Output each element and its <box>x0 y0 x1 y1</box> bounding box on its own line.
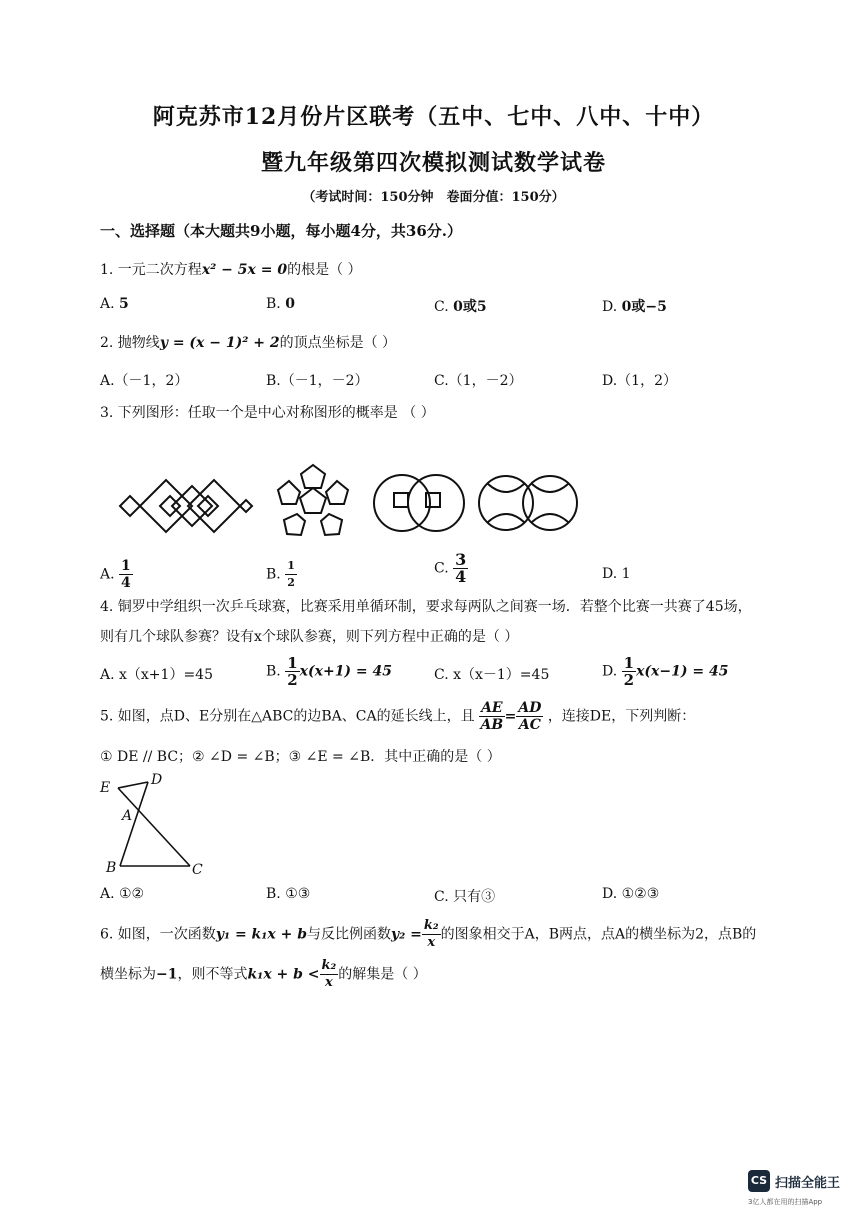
q3-option-a <box>100 558 133 591</box>
q2-option-d: D.（1，2） <box>602 373 677 389</box>
q4-option-d-expression: x(x−1) = 45 <box>636 663 729 680</box>
q3-c-numerator: 3 <box>455 550 467 569</box>
question-4-stem-line1: 4. 铜罗中学组织一次乒乓球赛，比赛采用单循环制，要求每两队之间赛一场．若整个比赛一共赛了45场， <box>100 599 752 615</box>
q5-label-c: C <box>192 862 203 878</box>
q2-prefix: 2. 抛物线 <box>100 335 160 351</box>
q5-f1-numerator: AE <box>481 700 503 716</box>
q5-f1-denominator: AB <box>480 717 504 733</box>
q2-equation: y = (x − 1)² + 2 <box>159 335 280 351</box>
q5-label-a: A <box>122 808 133 824</box>
q6-line2-text-3: 的解集是（ ） <box>338 966 427 983</box>
q1-option-d-value: 0或−5 <box>621 299 667 315</box>
q3-a-numerator: 1 <box>121 558 131 574</box>
q3-c-denominator: 4 <box>455 567 467 586</box>
q6-inverse-lhs: y₂ = <box>391 926 422 943</box>
q5-prefix: 5. 如图，点D、E分别在△ABC的边BA、CA的延长线上，且 <box>100 708 475 725</box>
q4-d-numerator: 1 <box>623 654 635 672</box>
q6-text-2: 与反比例函数 <box>307 926 392 943</box>
q4-option-c: C. x（x－1）=45 <box>434 667 550 683</box>
q4-option-d-fraction <box>622 655 636 688</box>
q6-line2-text-2: ，则不等式 <box>177 966 248 983</box>
q1-option-b-value: 0 <box>285 296 295 312</box>
q4-b-denominator: 2 <box>287 671 298 689</box>
question-1-stem <box>100 259 362 279</box>
q1-prefix: 1. 一元二次方程 <box>100 262 202 278</box>
question-5-stem-line2: ① DE // BC；② ∠D = ∠B；③ ∠E = ∠B．其中正确的是（ ） <box>100 749 501 765</box>
q4-option-b-label: B. <box>266 663 281 680</box>
q1-option-c-label: C. <box>434 299 449 315</box>
section-heading-choice: 一、选择题（本大题共9小题，每小题4分，共36分.） <box>100 222 462 240</box>
q3-option-c-label: C. <box>434 560 449 577</box>
q5-option-d: D. ①②③ <box>602 886 660 902</box>
q4-option-b <box>266 655 392 688</box>
q5-f2-denominator: AC <box>518 717 541 733</box>
q5-equals: = <box>504 708 517 725</box>
q1-option-a <box>100 296 129 312</box>
q5-fraction-ad-ac <box>516 700 543 733</box>
q3-option-d: D. 1 <box>602 566 631 582</box>
exam-title-line2: 暨九年级第四次模拟测试数学试卷 <box>260 150 606 176</box>
q5-label-d: D <box>151 772 163 788</box>
q3-b-numerator: 1 <box>285 558 297 575</box>
q2-suffix: 的顶点坐标是（ ） <box>279 335 397 351</box>
q6-line2-text-1: 横坐标为 <box>100 966 156 983</box>
q2-option-a: A.（－1，2） <box>100 373 189 389</box>
q6-inverse-denominator: x <box>427 935 436 950</box>
q5-option-a: A. ①② <box>100 886 145 902</box>
q6-inequality-numerator: k₂ <box>321 958 337 973</box>
q6-b-abscissa: −1 <box>156 966 178 983</box>
q5-f2-numerator: AD <box>518 700 542 716</box>
q4-option-b-expression: x(x+1) = 45 <box>299 663 393 680</box>
camscanner-name: 扫描全能王 <box>775 1176 841 1191</box>
q1-option-d <box>602 296 667 316</box>
q2-option-b: B.（－1，－2） <box>266 373 369 389</box>
q6-inverse-fraction <box>422 918 441 951</box>
q3-figure-a-diamonds <box>116 472 256 542</box>
q3-option-b-label: B. <box>266 566 281 583</box>
q1-option-c <box>434 296 487 316</box>
scanner-watermark <box>748 1170 848 1210</box>
question-3-stem: 3. 下列图形：任取一个是中心对称图形的概率是 （ ） <box>100 405 435 421</box>
q1-option-b-label: B. <box>266 296 281 312</box>
q3-figure-d-circles-arcs <box>478 470 578 536</box>
q1-option-b <box>266 296 295 312</box>
q5-suffix: ，连接DE，下列判断： <box>547 708 696 725</box>
q3-option-a-label: A. <box>100 566 115 583</box>
q3-option-c-fraction <box>453 552 468 585</box>
q1-option-a-label: A. <box>100 296 115 312</box>
q4-option-d-label: D. <box>602 663 618 680</box>
q6-inequality-denominator: x <box>325 975 333 990</box>
q1-suffix: 的根是（ ） <box>287 262 362 278</box>
question-2-stem <box>100 332 396 352</box>
q4-option-a: A. x（x+1）=45 <box>100 667 213 683</box>
q3-figure-c-circles-squares <box>372 470 468 536</box>
q6-inverse-numerator: k₂ <box>423 918 439 933</box>
q6-inequality-lhs: k₁x + b < <box>247 966 320 983</box>
q3-figure-b-pentagons <box>272 462 354 542</box>
q3-a-denominator: 4 <box>121 575 131 591</box>
q6-linear-function: y₁ = k₁x + b <box>215 926 308 943</box>
q4-option-b-fraction <box>285 655 299 688</box>
question-6-stem-line2 <box>100 958 427 991</box>
q6-inequality-fraction <box>320 958 339 991</box>
q2-option-c: C.（1，－2） <box>434 373 523 389</box>
q4-option-d <box>602 655 728 688</box>
camscanner-logo-icon: CS <box>748 1170 770 1192</box>
q5-label-b: B <box>106 860 117 876</box>
q3-option-b <box>266 558 297 591</box>
q3-option-a-fraction <box>119 558 133 591</box>
camscanner-tagline: 3亿人都在用的扫描App <box>748 1198 823 1206</box>
exam-title-line1: 阿克苏市12月份片区联考（五中、七中、八中、十中） <box>152 104 715 130</box>
q5-triangle-figure <box>98 770 208 880</box>
q5-label-e: E <box>100 780 111 796</box>
q1-equation: x² − 5x = 0 <box>201 262 288 278</box>
q3-option-b-fraction <box>285 558 297 591</box>
q5-fraction-ae-ab <box>479 700 505 733</box>
q3-b-denominator: 2 <box>287 576 295 589</box>
q6-text-3: 的图象相交于A，B两点，点A的横坐标为2，点B的 <box>440 926 757 943</box>
q5-option-b: B. ①③ <box>266 886 311 902</box>
q4-d-denominator: 2 <box>623 671 635 689</box>
q5-option-c: C. 只有③ <box>434 889 496 905</box>
exam-subtitle: （考试时间：150分钟 卷面分值：150分） <box>302 190 565 205</box>
q1-option-a-value: 5 <box>119 296 129 312</box>
question-5-stem-line1 <box>100 700 695 733</box>
q1-option-c-value: 0或5 <box>453 299 487 315</box>
q6-text-1: 6. 如图，一次函数 <box>100 926 216 943</box>
question-6-stem-line1 <box>100 918 756 951</box>
q4-b-numerator: 1 <box>287 654 298 672</box>
q3-option-c <box>434 552 468 585</box>
q1-option-d-label: D. <box>602 299 618 315</box>
question-4-stem-line2: 则有几个球队参赛？设有x个球队参赛，则下列方程中正确的是（ ） <box>100 629 519 645</box>
